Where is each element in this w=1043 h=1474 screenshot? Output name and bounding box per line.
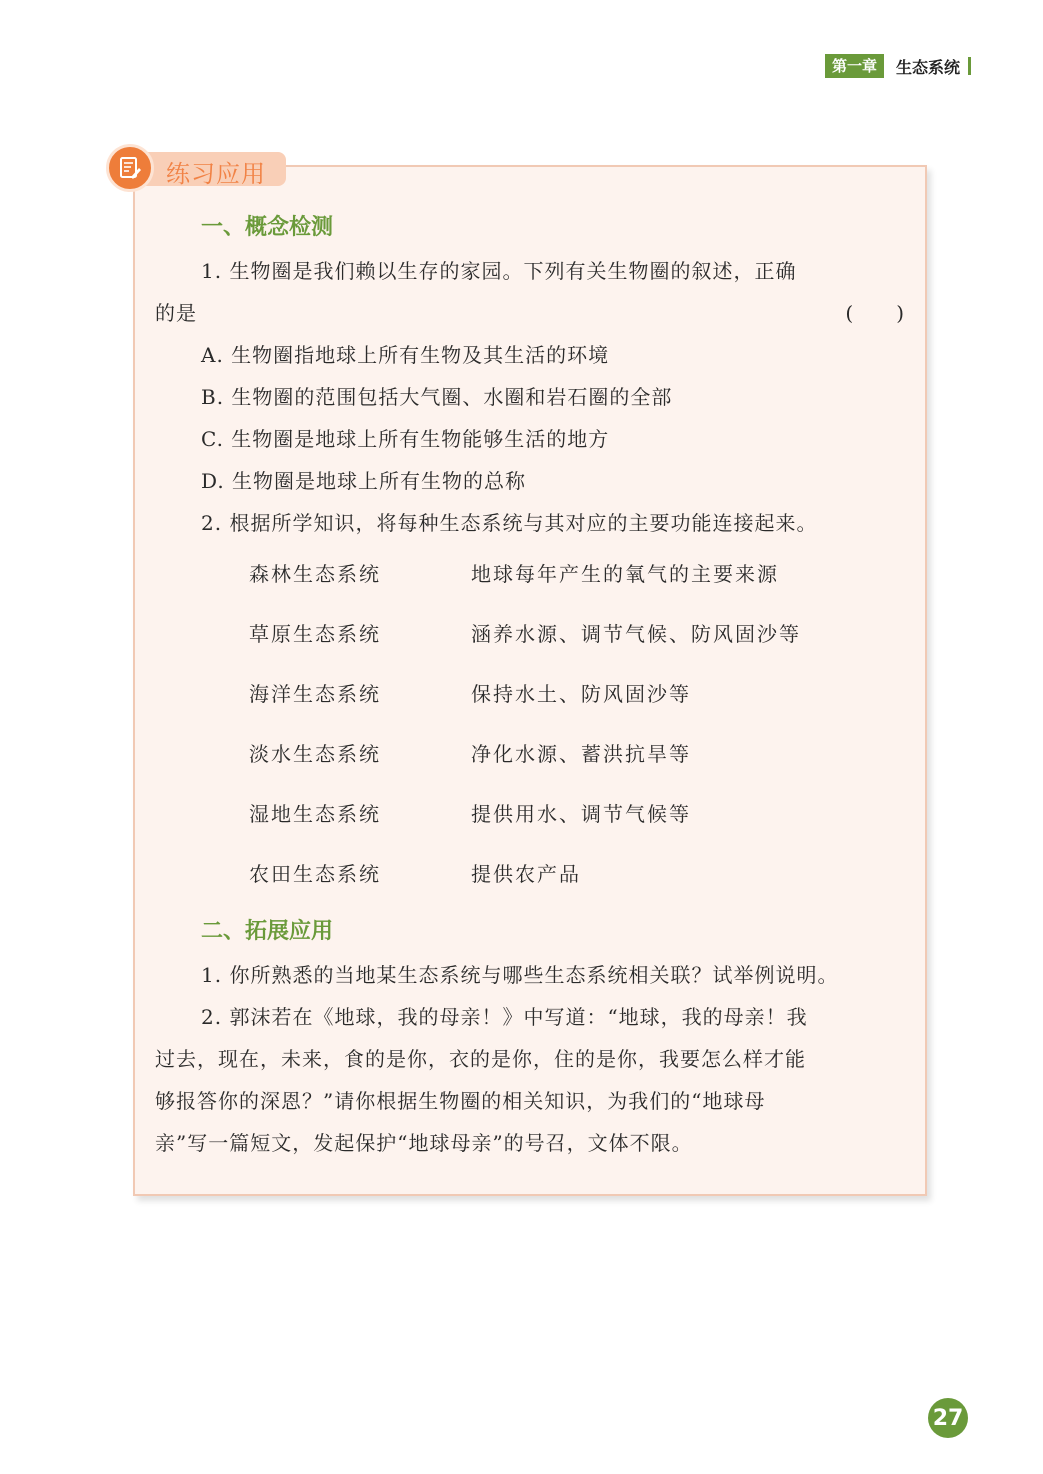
matching-row [155, 798, 907, 858]
question-1-line-1: 1. 生物圈是我们赖以生存的家园。下列有关生物圈的叙述，正确 [201, 259, 797, 283]
exercise-badge [104, 144, 288, 194]
extension-question-1: 1. 你所熟悉的当地某生态系统与哪些生态系统相关联？试举例说明。 [201, 963, 839, 987]
question-1-text-end: 的是 [155, 301, 197, 325]
option-d: D. 生物圈是地球上所有生物的总称 [201, 469, 527, 493]
matching-row [155, 558, 907, 618]
section-heading-extended-application: 二、拓展应用 [201, 919, 334, 944]
extension-question-2-line-3: 够报答你的深恩？”请你根据生物圈的相关知识，为我们的“地球母 [155, 1089, 766, 1113]
ecosystem-function: 保持水土、防风固沙等 [471, 682, 691, 706]
chapter-label: 第一章 [825, 54, 884, 78]
ecosystem-function: 地球每年产生的氧气的主要来源 [471, 562, 779, 586]
chapter-header [825, 54, 971, 78]
option-b: B. 生物圈的范围包括大气圈、水圈和岩石圈的全部 [201, 385, 673, 409]
badge-title: 练习应用 [166, 160, 266, 188]
option-a: A. 生物圈指地球上所有生物及其生活的环境 [201, 343, 610, 367]
ecosystem-function: 净化水源、蓄洪抗旱等 [471, 742, 691, 766]
chapter-bar-divider [968, 57, 971, 75]
extension-question-2-line-4: 亲”写一篇短文，发起保护“地球母亲”的号召，文体不限。 [155, 1131, 693, 1155]
ecosystem-name: 淡水生态系统 [249, 742, 381, 766]
ecosystem-function: 提供用水、调节气候等 [471, 802, 691, 826]
exercise-content [155, 206, 907, 1164]
matching-row [155, 618, 907, 678]
matching-row [155, 678, 907, 738]
matching-table [155, 558, 907, 900]
extension-question-2-line-2: 过去，现在，未来，食的是你，衣的是你，住的是你，我要怎么样才能 [155, 1047, 806, 1071]
matching-row [155, 858, 907, 900]
extension-question-2-line-1: 2. 郭沫若在《地球，我的母亲！》中写道：“地球，我的母亲！我 [201, 1005, 808, 1029]
document-pencil-icon [106, 144, 154, 192]
ecosystem-name: 森林生态系统 [249, 562, 381, 586]
chapter-title: 生态系统 [895, 57, 960, 77]
ecosystem-name: 农田生态系统 [249, 862, 381, 886]
section-heading-concept-check: 一、概念检测 [201, 215, 334, 240]
option-c: C. 生物圈是地球上所有生物能够生活的地方 [201, 427, 610, 451]
matching-row [155, 738, 907, 798]
ecosystem-name: 海洋生态系统 [249, 682, 381, 706]
ecosystem-function: 提供农产品 [471, 862, 581, 886]
answer-blank: ( ) [845, 301, 905, 325]
page-number: 27 [928, 1398, 968, 1438]
ecosystem-name: 草原生态系统 [249, 622, 381, 646]
question-1-line-2 [155, 292, 907, 334]
ecosystem-name: 湿地生态系统 [249, 802, 381, 826]
ecosystem-function: 涵养水源、调节气候、防风固沙等 [471, 622, 801, 646]
question-2: 2. 根据所学知识，将每种生态系统与其对应的主要功能连接起来。 [201, 511, 818, 535]
